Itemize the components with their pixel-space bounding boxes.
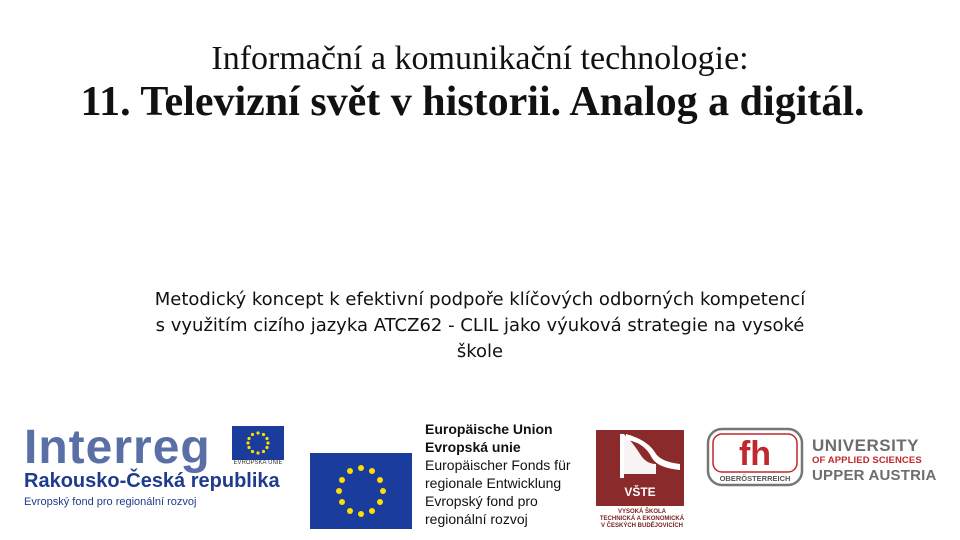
fh-university-text [812, 438, 937, 483]
vste-caption-1: VYSOKÁ ŠKOLA [617, 509, 666, 515]
interreg-wordmark: Interreg [24, 421, 211, 474]
vste-mark-text: VŠTE [624, 485, 656, 499]
eu-line-2: Evropská unie [425, 439, 521, 455]
fh-mark-text: fh [738, 435, 772, 473]
interreg-fund: Evropský fond pro regionální rozvoj [24, 496, 197, 508]
vste-mark-icon [596, 430, 684, 506]
eu-text-block [425, 420, 571, 528]
interreg-region: Rakousko-Česká republika [24, 470, 280, 492]
vste-caption [582, 509, 702, 530]
vste-caption-3: V ČESKÝCH BUDĚJOVICÍCH [600, 523, 683, 529]
eu-line-1: Europäische Union [425, 421, 553, 437]
eu-line-4: regionale Entwicklung [425, 475, 562, 491]
eu-line-6: regionální rozvoj [425, 511, 528, 527]
fh-mark-icon [706, 427, 804, 487]
eu-line-5: Evropský fond pro [425, 493, 538, 509]
slide-subtitle: Informační a komunikační technologie: [211, 40, 749, 77]
fh-line-1: UNIVERSITY [812, 436, 920, 455]
slide-description: Metodický koncept k efektivní podpoře klíčových odborných kompetencí s využitím cizího jazyka ATCZ62 - CLIL jako výuková strategie na vysoké škole [154, 289, 806, 362]
eu-flag-icon [310, 453, 412, 529]
vste-caption-2: TECHNICKÁ A EKONOMICKÁ [599, 516, 685, 522]
fh-line-3: UPPER AUSTRIA [812, 467, 937, 484]
eu-flag-caption: EVROPSKÁ UNIE [233, 460, 283, 466]
fh-line-2: OF APPLIED SCIENCES [812, 455, 922, 466]
slide-title: 11. Televizní svět v historii. Analog a digitál. [80, 79, 865, 125]
eu-flag-small-icon [232, 426, 284, 460]
fh-caption: OBERÖSTERREICH [719, 474, 791, 483]
eu-line-3: Europäischer Fonds für [425, 457, 571, 473]
